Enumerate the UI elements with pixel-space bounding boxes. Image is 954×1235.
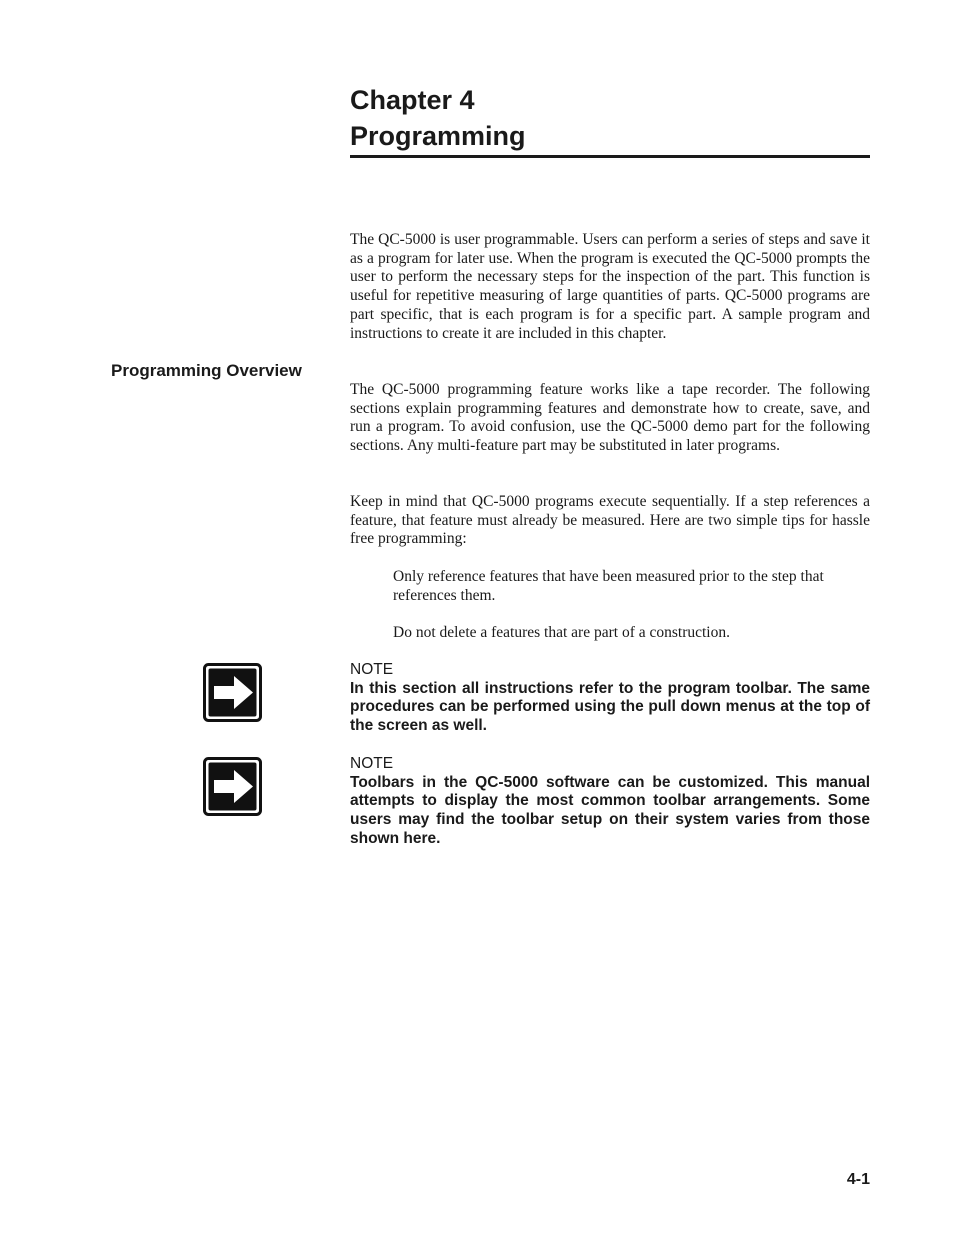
page-number: 4-1 <box>846 1171 870 1188</box>
arrow-right-icon <box>203 757 262 816</box>
note-block <box>350 661 870 736</box>
tip-item: Do not delete a features that are part of a construction. <box>393 624 730 641</box>
arrow-right-icon <box>203 663 262 722</box>
chapter-number: Chapter 4 <box>350 85 475 115</box>
chapter-heading <box>350 82 870 154</box>
chapter-title: Programming <box>350 121 526 151</box>
note-label: NOTE <box>350 755 394 772</box>
note-block <box>350 755 870 849</box>
heading-rule <box>350 155 870 158</box>
tip-item: Only reference features that have been measured prior to the step that references them. <box>393 568 824 604</box>
overview-paragraph: The QC-5000 programming feature works like a tape recorder. The following sections explain programming features and demonstrate how to create, save, and run a program. To avoid confusion, use the QC-5000 demo part for the following sections. Any multi-feature part may be substituted in later programs. <box>350 381 870 455</box>
intro-paragraph: The QC-5000 is user programmable. Users can perform a series of steps and save it as a program for later use. When the program is executed the QC-5000 prompts the user to perform the necessary steps for the inspection of the part. This function is useful for repetitive measuring of large quantities of parts. QC-5000 programs are part specific, that is each program is for a specific part. A sample program and instructions to create it are included in this chapter. <box>350 231 870 342</box>
note-label: NOTE <box>350 661 394 678</box>
note-text: In this section all instructions refer to the program toolbar. The same procedures can be performed using the pull down menus at the top of the screen as well. <box>350 679 870 735</box>
sequential-paragraph: Keep in mind that QC-5000 programs execute sequentially. If a step references a feature, that feature must already be measured. Here are two simple tips for hassle free programming: <box>350 493 870 548</box>
note-text: Toolbars in the QC-5000 software can be customized. This manual attempts to display the most common toolbar arrangements. Some users may find the toolbar setup on their system varies from those shown here. <box>350 773 870 847</box>
section-heading: Programming Overview <box>111 361 302 380</box>
